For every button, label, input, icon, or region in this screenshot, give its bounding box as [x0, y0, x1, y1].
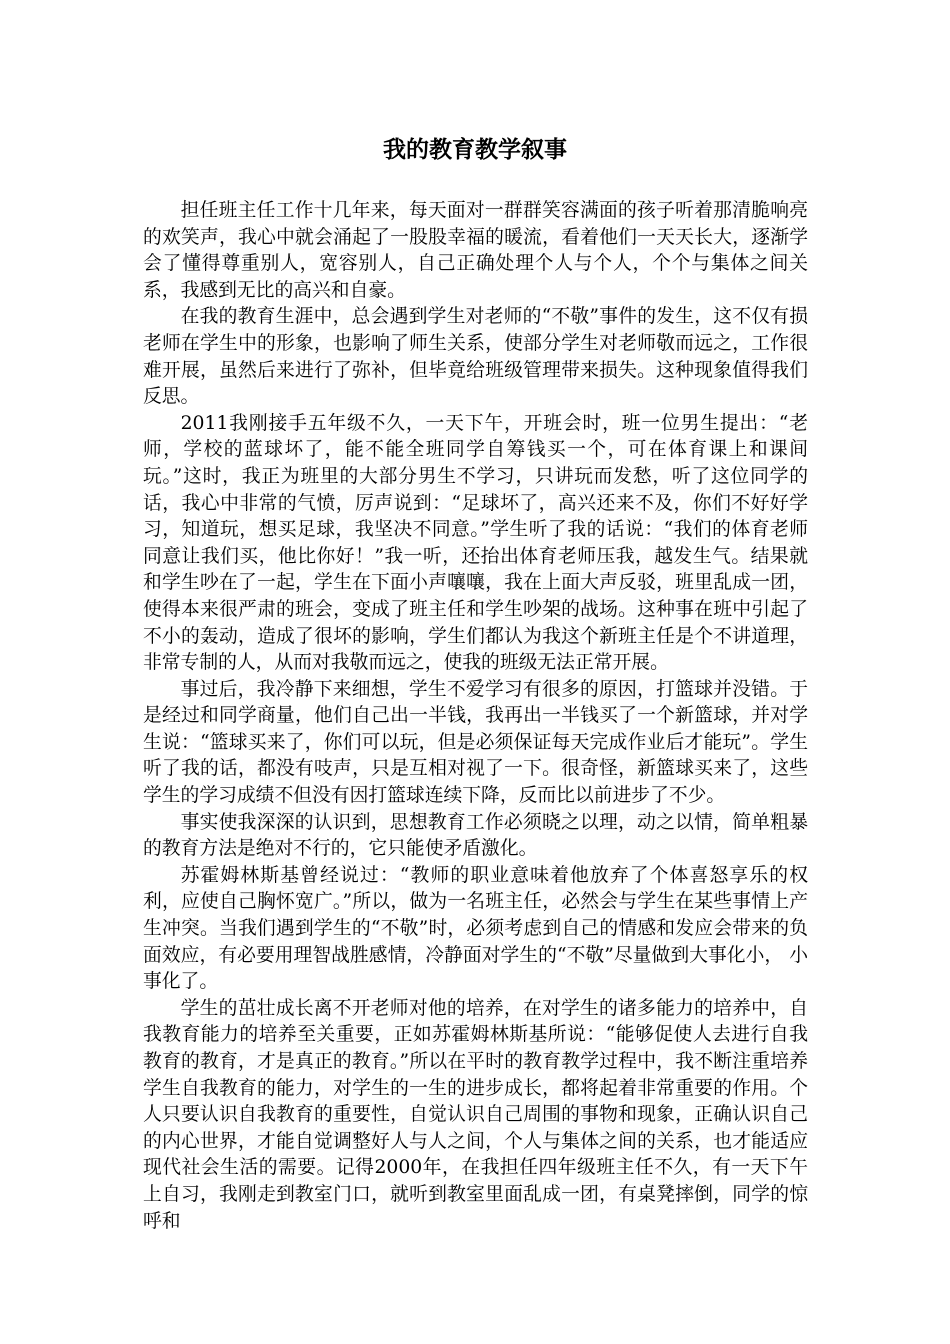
- paragraph-1: 担任班主任工作十几年来，每天面对一群群笑容满面的孩子听着那清脆响亮的欢笑声，我心中就会涌起了一股股幸福的暖流，看着他们一天天长大，逐渐学会了懂得尊重别人，宽容别人，自己正确处理个人与个人，个个与集体之间关系，我感到无比的高兴和自豪。: [143, 200, 808, 301]
- paragraph-6: 苏霍姆林斯基曾经说过：“教师的职业意味着他放弃了个体喜怒享乐的权利，应使自己胸怀宽广。”所以，做为一名班主任，必然会与学生在某些事情上产生冲突。当我们遇到学生的“不敬”时，必须考虑到自己的情感和发应会带来的负面效应，有必要用理智战胜感情，冷静面对学生的“不敬”尽量做到大事化小， 小事化了。: [143, 864, 808, 993]
- paragraph-7: 学生的茁壮成长离不开老师对他的培养，在对学生的诸多能力的培养中，自我教育能力的培养至关重要，正如苏霍姆林斯基所说：“能够促使人去进行自我教育的教育，才是真正的教育。”所以在平时的教育教学过程中，我不断注重培养学生自我教育的能力，对学生的一生的进步成长，都将起着非常重要的作用。个人只要认识自我教育的重要性，自觉认识自己周围的事物和现象，正确认识自己的内心世界，才能自觉调整好人与人之间，个人与集体之间的关系，也才能适应现代社会生活的需要。记得2000年，在我担任四年级班主任不久，有一天下午上自习，我刚走到教室门口，就听到教室里面乱成一团，有桌凳摔倒，同学的惊呼和: [143, 997, 808, 1232]
- paragraph-3: 2011我刚接手五年级不久，一天下午，开班会时，班一位男生提出：“老师，学校的蓝球坏了，能不能全班同学自筹钱买一个，可在体育课上和课间玩。”这时，我正为班里的大部分男生不学习，只讲玩而发愁，听了这位同学的话，我心中非常的气愤，厉声说到：“足球坏了，高兴还来不及，你们不好好学习，知道玩，想买足球，我坚决不同意。”学生听了我的话说：“我们的体育老师同意让我们买，他比你好！”我一听，还抬出体育老师压我，越发生气。结果就和学生吵在了一起，学生在下面小声嚷嚷，我在上面大声反驳，班里乱成一团，使得本来很严肃的班会，变成了班主任和学生吵架的战场。这种事在班中引起了不小的轰动，造成了很坏的影响，学生们都认为我这个新班主任是个不讲道理，非常专制的人，从而对我敬而远之，使我的班级无法正常开展。: [143, 412, 808, 674]
- paragraph-2: 在我的教育生涯中，总会遇到学生对老师的“不敬”事件的发生，这不仅有损老师在学生中的形象，也影响了师生关系，使部分学生对老师敬而远之，工作很难开展，虽然后来进行了弥补，但毕竟给班级管理带来损失。这种现象值得我们反思。: [143, 306, 808, 408]
- document-body: [143, 198, 808, 1235]
- document-title: 我的教育教学叙事: [383, 136, 567, 163]
- paragraph-5: 事实使我深深的认识到，思想教育工作必须晓之以理，动之以情，简单粗暴的教育方法是绝对不行的，它只能使矛盾激化。: [143, 811, 808, 860]
- paragraph-4: 事过后，我冷静下来细想，学生不爱学习有很多的原因，打篮球并没错。于是经过和同学商量，他们自己出一半钱，我再出一半钱买了一个新篮球，并对学生说：“篮球买来了，你们可以玩，但是必须保证每天完成作业后才能玩”。学生听了我的话，都没有吱声，只是互相对视了一下。很奇怪，新篮球买来了，这些学生的学习成绩不但没有因打篮球连续下降，反而比以前进步了不少。: [143, 678, 808, 807]
